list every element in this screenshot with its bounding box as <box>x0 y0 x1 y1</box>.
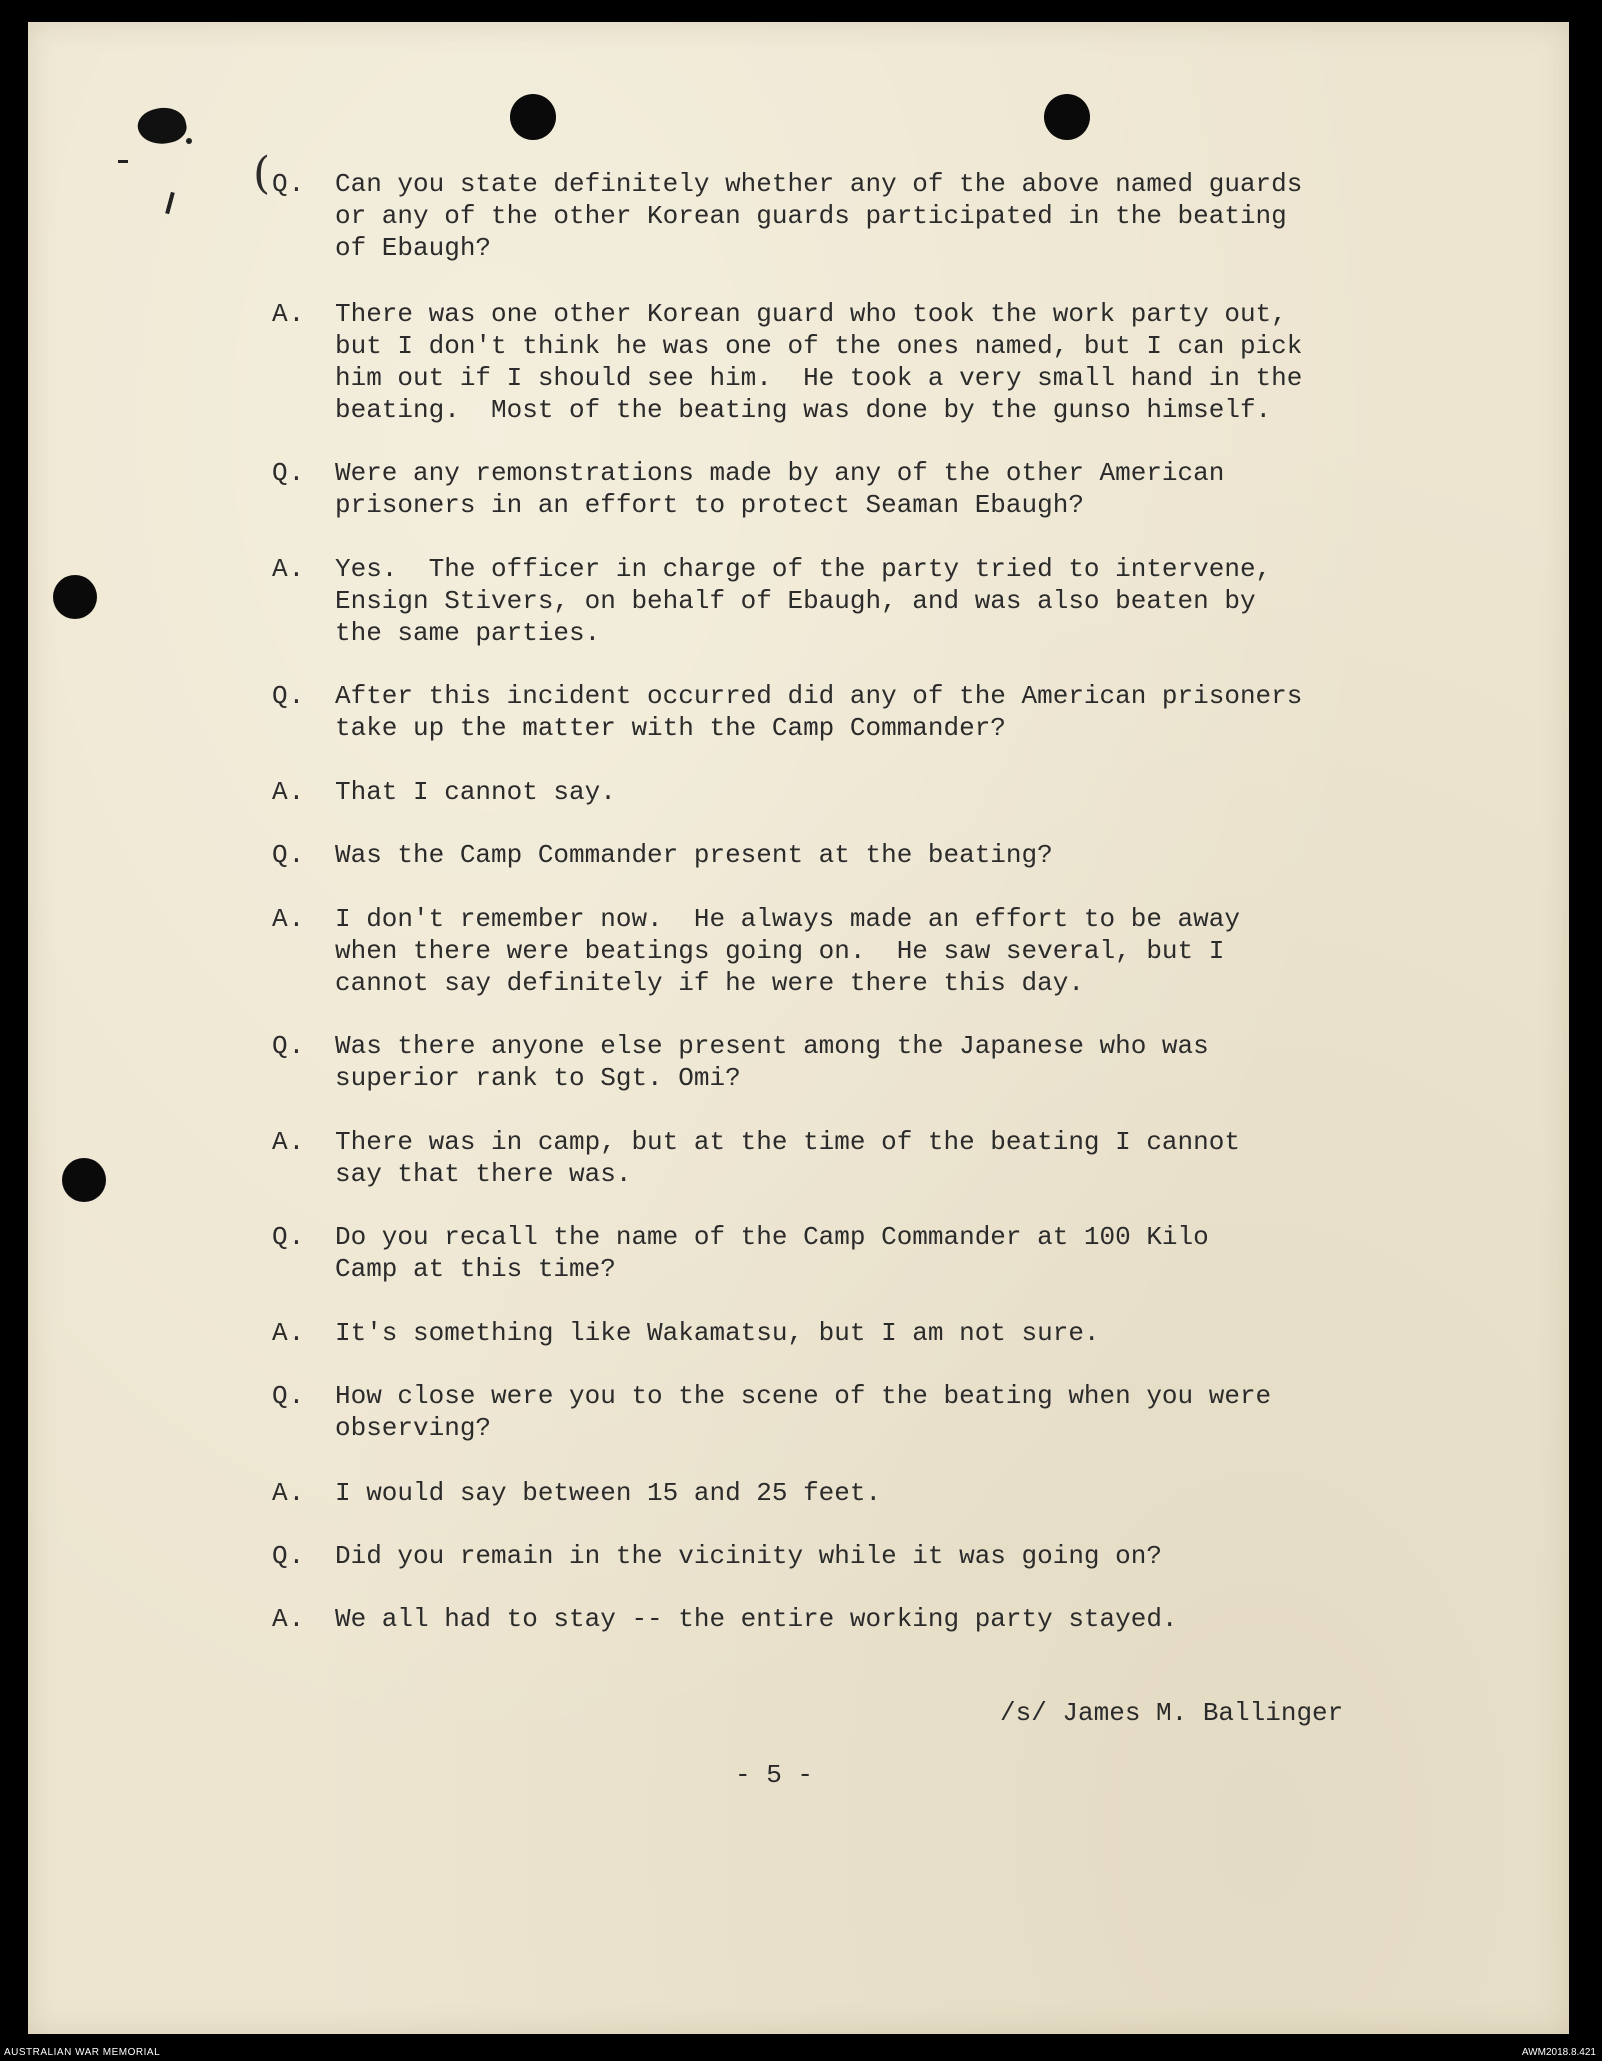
text-line: There was in camp, but at the time of the beating I cannot <box>335 1127 1240 1157</box>
text-line: It's something like Wakamatsu, but I am not sure. <box>335 1318 1100 1348</box>
text-line: That I cannot say. <box>335 777 616 807</box>
text-line: but I don't think he was one of the ones named, but I can pick <box>335 331 1303 361</box>
question-prefix: Q. <box>272 1222 306 1252</box>
qa-text <box>335 168 1365 264</box>
punch-hole-side-upper <box>53 575 97 619</box>
qa-text <box>335 839 1365 871</box>
ink-speck <box>186 138 192 144</box>
qa-text <box>335 1317 1365 1349</box>
text-line: Do you recall the name of the Camp Commander at 100 Kilo <box>335 1222 1209 1252</box>
text-line: I don't remember now. He always made an effort to be away <box>335 904 1240 934</box>
question-prefix: Q. <box>272 1031 306 1061</box>
text-line: Was there anyone else present among the Japanese who was <box>335 1031 1209 1061</box>
text-line: There was one other Korean guard who took the work party out, <box>335 299 1287 329</box>
text-line: Ensign Stivers, on behalf of Ebaugh, and was also beaten by <box>335 586 1256 616</box>
question-prefix: Q. <box>272 458 306 488</box>
punch-hole-top-left <box>510 94 556 140</box>
text-line: the same parties. <box>335 618 601 648</box>
qa-text <box>335 776 1365 808</box>
qa-text <box>335 1603 1365 1635</box>
answer-prefix: A. <box>272 299 306 329</box>
handwritten-bracket-mark: ( <box>253 148 271 199</box>
answer-prefix: A. <box>272 1127 306 1157</box>
punch-hole-side-lower <box>62 1158 106 1202</box>
text-line: Was the Camp Commander present at the beating? <box>335 840 1053 870</box>
text-line: say that there was. <box>335 1159 632 1189</box>
text-line: I would say between 15 and 25 feet. <box>335 1478 882 1508</box>
qa-text <box>335 1030 1365 1094</box>
qa-text <box>335 298 1365 426</box>
answer-prefix: A. <box>272 1318 306 1348</box>
footer-reference: AWM2018.8.421 <box>1521 2047 1596 2058</box>
qa-text <box>335 457 1365 521</box>
text-line: or any of the other Korean guards participated in the beating <box>335 201 1287 231</box>
question-prefix: Q. <box>272 1381 306 1411</box>
text-line: Yes. The officer in charge of the party tried to intervene, <box>335 554 1272 584</box>
question-prefix: Q. <box>272 169 306 199</box>
punch-hole-top-right <box>1044 94 1090 140</box>
footer-institution: AUSTRALIAN WAR MEMORIAL <box>4 2047 161 2058</box>
text-line: beating. Most of the beating was done by the gunso himself. <box>335 395 1272 425</box>
text-line: take up the matter with the Camp Commander? <box>335 713 1006 743</box>
qa-text <box>335 1221 1365 1285</box>
answer-prefix: A. <box>272 777 306 807</box>
text-line: of Ebaugh? <box>335 233 492 263</box>
text-line: prisoners in an effort to protect Seaman Ebaugh? <box>335 490 1084 520</box>
qa-text <box>335 1380 1365 1444</box>
text-line: superior rank to Sgt. Omi? <box>335 1063 741 1093</box>
text-line: Can you state definitely whether any of the above named guards <box>335 169 1303 199</box>
qa-text <box>335 1540 1365 1572</box>
text-line: cannot say definitely if he were there this day. <box>335 968 1084 998</box>
answer-prefix: A. <box>272 554 306 584</box>
text-line: when there were beatings going on. He saw several, but I <box>335 936 1225 966</box>
answer-prefix: A. <box>272 904 306 934</box>
question-prefix: Q. <box>272 840 306 870</box>
page-number: - 5 - <box>735 1760 814 1790</box>
text-line: We all had to stay -- the entire working party stayed. <box>335 1604 1178 1634</box>
ink-speck <box>118 160 128 163</box>
text-line: observing? <box>335 1413 492 1443</box>
text-line: Did you remain in the vicinity while it was going on? <box>335 1541 1162 1571</box>
question-prefix: Q. <box>272 681 306 711</box>
qa-text <box>335 1126 1365 1190</box>
text-line: him out if I should see him. He took a very small hand in the <box>335 363 1303 393</box>
qa-text <box>335 1477 1365 1509</box>
signature-line: /s/ James M. Ballinger <box>1000 1698 1344 1728</box>
question-prefix: Q. <box>272 1541 306 1571</box>
answer-prefix: A. <box>272 1604 306 1634</box>
answer-prefix: A. <box>272 1478 306 1508</box>
qa-text <box>335 680 1365 744</box>
text-line: Were any remonstrations made by any of the other American <box>335 458 1225 488</box>
text-line: Camp at this time? <box>335 1254 616 1284</box>
qa-text <box>335 553 1365 649</box>
qa-text <box>335 903 1365 999</box>
text-line: How close were you to the scene of the beating when you were <box>335 1381 1272 1411</box>
text-line: After this incident occurred did any of the American prisoners <box>335 681 1303 711</box>
